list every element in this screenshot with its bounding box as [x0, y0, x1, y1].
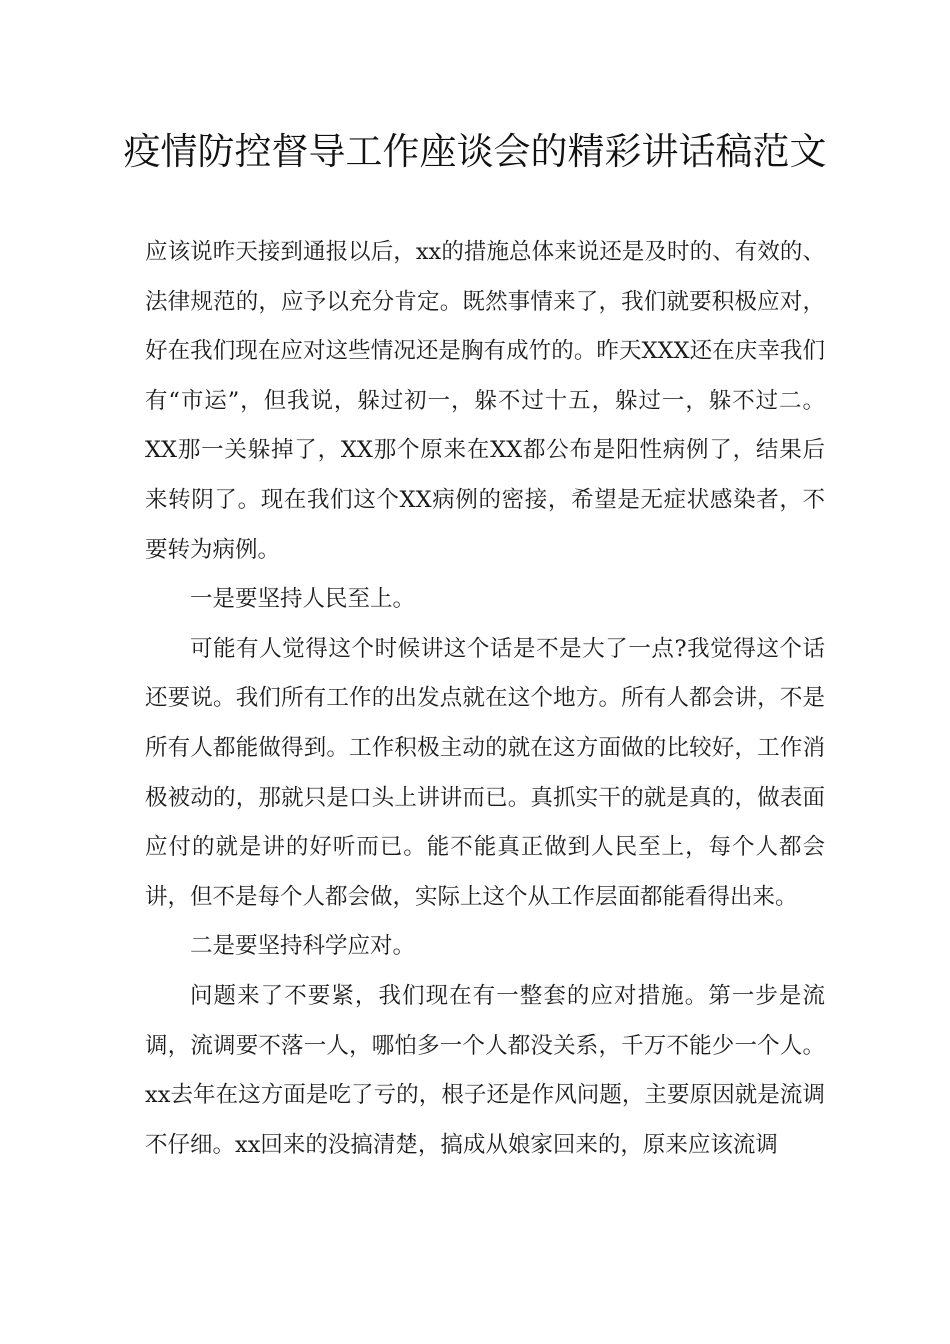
paragraph-point-two-body: 问题来了不要紧，我们现在有一整套的应对措施。第一步是流调，流调要不落一人，哪怕多一个人都没关系，千万不能少一个人。xx去年在这方面是吃了亏的，根子还是作风问题，主要原因就是流调不仔细。xx回来的没搞清楚，搞成从娘家回来的，原来应该流调 [145, 982, 825, 1158]
document-body [145, 228, 825, 1170]
paragraph-point-one-body: 可能有人觉得这个时候讲这个话是不是大了一点?我觉得这个话还要说。我们所有工作的出发点就在这个地方。所有人都会讲，不是所有人都能做得到。工作积极主动的就在这方面做的比较好，工作消极被动的，那就只是口头上讲讲而已。真抓实干的就是真的，做表面应付的就是讲的好听而已。能不能真正做到人民至上，每个人都会讲，但不是每个人都会做，实际上这个从工作层面都能看得出来。 [145, 635, 825, 910]
paragraph-point-two-heading: 二是要坚持科学应对。 [190, 933, 416, 960]
paragraph-point-one-heading: 一是要坚持人民至上。 [190, 586, 416, 613]
document-title: 疫情防控督导工作座谈会的精彩讲话稿范文 [123, 130, 827, 173]
paragraph-intro: 应该说昨天接到通报以后，xx的措施总体来说还是及时的、有效的、法律规范的，应予以充分肯定。既然事情来了，我们就要积极应对，好在我们现在应对这些情况还是胸有成竹的。昨天XXX还在庆幸我们有“市运”，但我说，躲过初一，躲不过十五，躲过一，躲不过二。XX那一关躲掉了，XX那个原来在XX都公布是阳性病例了，结果后来转阴了。现在我们这个XX病例的密接，希望是无症状感染者，不要转为病例。 [145, 239, 825, 563]
